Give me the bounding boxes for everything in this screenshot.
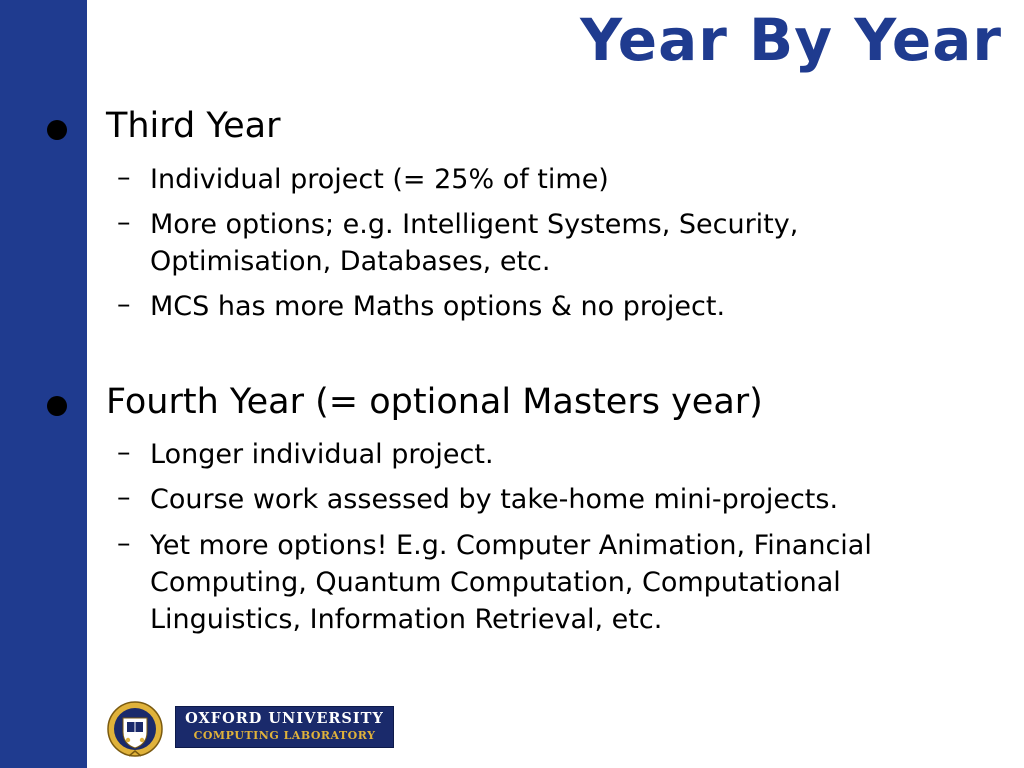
- list-item: [150, 436, 494, 473]
- list-item-line: More options; e.g. Intelligent Systems, Security,: [150, 209, 799, 240]
- dash-marker: –: [117, 482, 131, 513]
- list-item: [150, 527, 872, 638]
- bullet-dot-icon: [47, 396, 67, 416]
- list-item: [150, 481, 838, 518]
- list-item-line: Individual project (= 25% of time): [150, 164, 609, 195]
- logo-line-university: OXFORD UNIVERSITY: [185, 710, 384, 727]
- oxford-computing-lab-logo: [175, 706, 394, 748]
- list-item-line: MCS has more Maths options & no project.: [150, 291, 726, 322]
- dash-marker: –: [117, 207, 131, 238]
- list-item-line: Longer individual project.: [150, 439, 494, 470]
- dash-marker: –: [117, 528, 131, 559]
- dash-marker: –: [117, 437, 131, 468]
- dash-marker: –: [117, 289, 131, 320]
- section-heading-fourth-year: Fourth Year (= optional Masters year): [106, 382, 763, 422]
- list-item-line: Optimisation, Databases, etc.: [150, 246, 551, 277]
- left-sidebar-band: [0, 0, 87, 768]
- oxford-crest-icon: [106, 700, 164, 762]
- list-item: [150, 288, 725, 325]
- slide-title: Year By Year: [580, 6, 1002, 74]
- list-item: [150, 161, 609, 198]
- list-item: [150, 206, 798, 280]
- section-heading-third-year: Third Year: [106, 106, 281, 146]
- list-item-line: Computing, Quantum Computation, Computational: [150, 567, 841, 598]
- list-item-line: Course work assessed by take-home mini-projects.: [150, 484, 839, 515]
- logo-line-computing-lab: COMPUTING LABORATORY: [193, 729, 376, 742]
- list-item-line: Linguistics, Information Retrieval, etc.: [150, 604, 663, 635]
- list-item-line: Yet more options! E.g. Computer Animation, Financial: [150, 530, 872, 561]
- dash-marker: –: [117, 162, 131, 193]
- bullet-dot-icon: [47, 120, 67, 140]
